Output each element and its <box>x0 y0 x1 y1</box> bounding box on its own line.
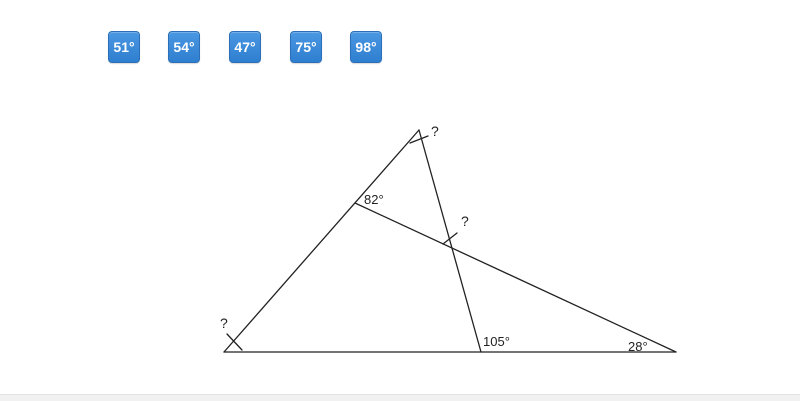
answer-tile-51[interactable]: 51° <box>108 31 140 63</box>
answer-tile-98[interactable]: 98° <box>350 31 382 63</box>
bottom-bar <box>0 394 800 401</box>
answer-tile-54[interactable]: 54° <box>168 31 200 63</box>
transversal-line <box>355 203 676 352</box>
cevian-line <box>419 130 481 352</box>
answer-tile-47[interactable]: 47° <box>229 31 261 63</box>
left-vertex-unknown[interactable]: ? <box>220 315 228 331</box>
angle-label-28: 28° <box>628 339 648 354</box>
left-angle-marker <box>227 334 242 350</box>
left-side-line <box>224 130 419 352</box>
middle-crossing-unknown[interactable]: ? <box>461 213 469 229</box>
angle-label-82: 82° <box>364 192 384 207</box>
answer-tile-75[interactable]: 75° <box>290 31 322 63</box>
top-vertex-unknown[interactable]: ? <box>431 123 439 139</box>
angle-label-105: 105° <box>483 334 510 349</box>
